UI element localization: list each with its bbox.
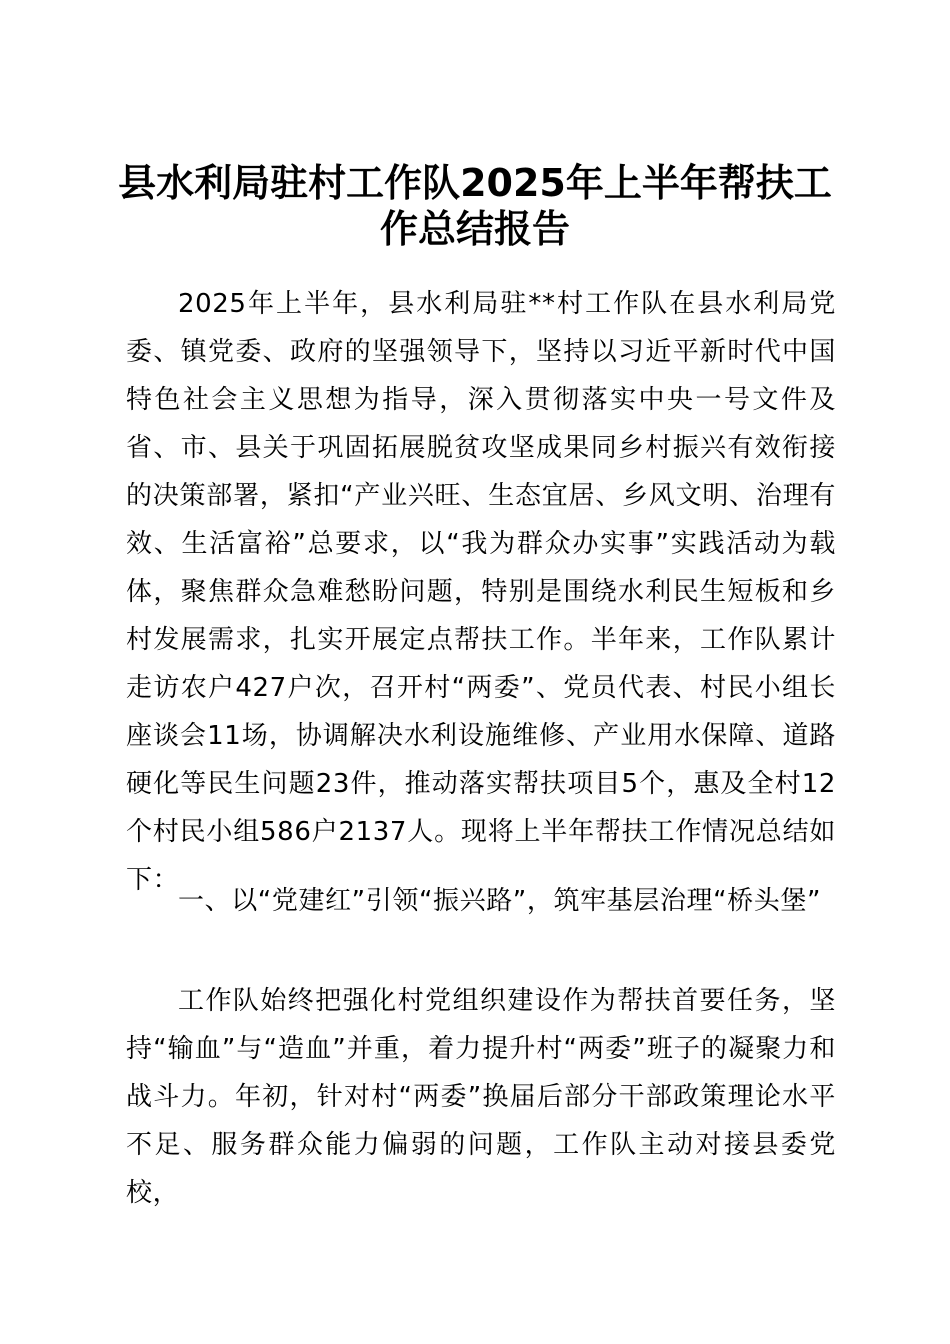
section-paragraph: 工作队始终把强化村党组织建设作为帮扶首要任务，坚持“输血”与“造血”并重，着力提升村“两委”班子的凝聚力和战斗力。年初，针对村“两委”换届后部分干部政策理论水平不足、服务群众能力偏弱的问题，工作队主动对接县委党校， (126, 986, 836, 1208)
document-title: 县水利局驻村工作队2025年上半年帮扶工作总结报告 (118, 161, 832, 251)
intro-paragraph: 2025年上半年，县水利局驻**村工作队在县水利局党委、镇党委、政府的坚强领导下，坚持以习近平新时代中国特色社会主义思想为指导，深入贯彻落实中央一号文件及省、市、县关于巩固拓展脱贫攻坚成果同乡村振兴有效衔接的决策部署，紧扣“产业兴旺、生态宜居、乡风文明、治理有效、生活富裕”总要求，以“我为群众办实事”实践活动为载体，聚焦群众急难愁盼问题，特别是围绕水利民生短板和乡村发展需求，扎实开展定点帮扶工作。半年来，工作队累计走访农户427户次，召开村“两委”、党员代表、村民小组长座谈会11场，协调解决水利设施维修、产业用水保障、道路硬化等民生问题23件，推动落实帮扶项目5个，惠及全村12个村民小组586户2137人。现将上半年帮扶工作情况总结如下： (126, 289, 836, 895)
section-heading: 一、以“党建红”引领“振兴路”，筑牢基层治理“桥头堡” (178, 886, 822, 916)
